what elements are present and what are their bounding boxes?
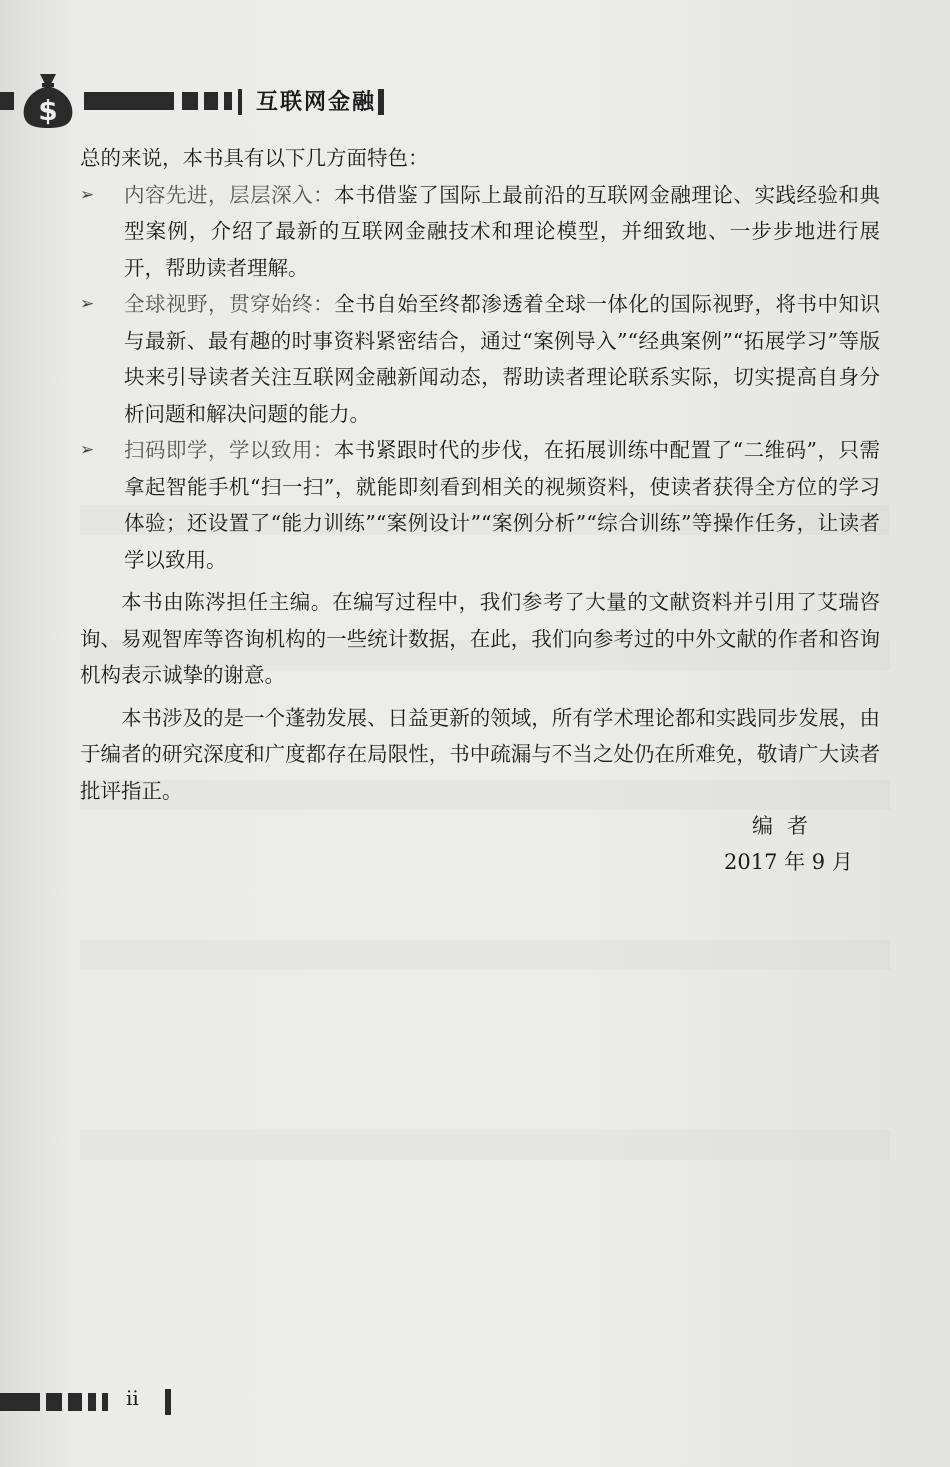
signature-author: 编者 [752,814,822,838]
intro-paragraph: 总的来说，本书具有以下几方面特色： [80,146,429,170]
header-block [204,92,218,110]
page-number: ii [126,1386,139,1410]
running-header [0,68,950,128]
feature-item [80,286,880,432]
header-block [84,92,174,110]
arrow-bullet-icon: ➢ [80,294,95,314]
footer-block [68,1393,82,1411]
signature-date: 2017 年 9 月 [724,850,853,874]
header-block [224,92,232,110]
footer-block [102,1393,108,1411]
body-paragraph: 本书涉及的是一个蓬勃发展、日益更新的领域，所有学术理论都和实践同步发展，由于编者的研究深度和广度都存在局限性，书中疏漏与不当之处仍在所难免，敬请广大读者批评指正。 [80,705,880,803]
feature-body: 本书紧跟时代的步伐，在拓展训练中配置了“二维码”，只需拿起智能手机“扫一扫”，就能即刻看到相关的视频资料，使读者获得全方位的学习体验；还设置了“能力训练”“案例设计”“案例分析”“综合训练”等操作任务，让读者学以致用。 [124,438,880,572]
header-separator [378,89,384,115]
header-block [182,92,198,110]
footer-block [88,1393,96,1411]
bleed-through-band [80,1130,890,1160]
arrow-bullet-icon: ➢ [80,440,95,460]
footer-separator [165,1389,171,1415]
body-paragraph: 本书由陈涔担任主编。在编写过程中，我们参考了大量的文献资料并引用了艾瑞咨询、易观智库等咨询机构的一些统计数据，在此，我们向参考过的中外文献的作者和咨询机构表示诚挚的谢意。 [80,590,880,687]
feature-item [80,432,880,578]
header-separator [238,89,242,115]
feature-body: 全书自始至终都渗透着全球一体化的国际视野，将书中知识与最新、最有趣的时事资料紧密结合，通过“案例导入”“经典案例”“拓展学习”等版块来引导读者关注互联网金融新闻动态，帮助读者理论联系实际，切实提高自身分析问题和解决问题的能力。 [124,292,881,426]
header-title: 互联网金融 [256,90,377,115]
feature-heading: 扫码即学，学以致用： [124,438,334,462]
footer-block [46,1393,62,1411]
footer-block [0,1393,40,1411]
feature-heading: 全球视野，贯穿始终： [124,292,335,316]
header-block [0,92,14,110]
bleed-through-band [80,940,890,970]
feature-body: 本书借鉴了国际上最前沿的互联网金融理论、实践经验和典型案例，介绍了最新的互联网金融技术和理论模型，并细致地、一步步地进行展开，帮助读者理解。 [124,182,881,280]
arrow-bullet-icon: ➢ [80,184,95,205]
feature-heading: 内容先进，层层深入： [124,182,335,207]
money-bag-icon [18,68,78,130]
page-content [80,140,880,809]
feature-item [80,177,880,287]
svg-text:$: $ [38,94,58,127]
